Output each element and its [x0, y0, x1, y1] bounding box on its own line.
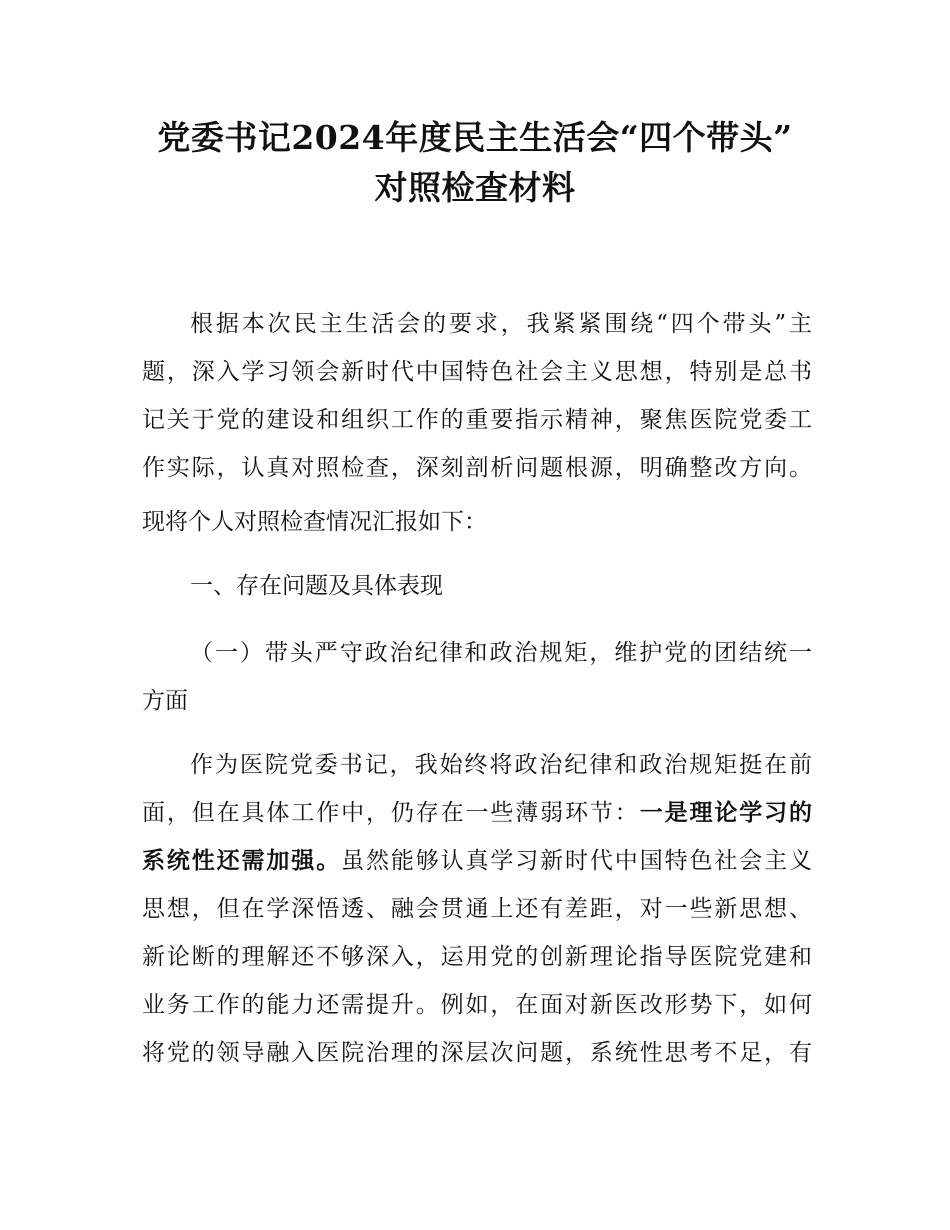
body-paragraph-line: 作为医院党委书记，我始终将政治纪律和政治规矩挺在前: [190, 752, 812, 778]
document-title-line-1: 党委书记2024年度民主生活会“四个带头”: [157, 118, 793, 157]
intro-paragraph-line: 根据本次民主生活会的要求，我紧紧围绕“四个带头”主: [190, 311, 812, 337]
body-text-bold: 系统性还需加强。: [142, 848, 342, 874]
subsection-heading-line-2: 方面: [142, 688, 188, 714]
body-paragraph-line: 思想，但在学深悟透、融会贯通上还有差距，对一些新思想、: [142, 896, 812, 922]
body-paragraph-line: 新论断的理解还不够深入，运用党的创新理论指导医院党建和: [142, 944, 812, 970]
intro-paragraph-line: 作实际，认真对照检查，深刻剖析问题根源，明确整改方向。: [142, 455, 812, 481]
intro-paragraph-line: 现将个人对照检查情况汇报如下：: [142, 509, 487, 535]
body-paragraph-line: [142, 846, 812, 876]
intro-paragraph-line: 题，深入学习领会新时代中国特色社会主义思想，特别是总书: [142, 359, 812, 385]
document-title-line-2: 对照检查材料: [374, 168, 576, 207]
intro-paragraph-line: 记关于党的建设和组织工作的重要指示精神，聚焦医院党委工: [142, 407, 812, 433]
body-text-bold: 一是理论学习的: [639, 800, 812, 826]
section-heading: 一、存在问题及具体表现: [190, 573, 443, 599]
body-paragraph-line: 将党的领导融入医院治理的深层次问题，系统性思考不足，有: [142, 1040, 812, 1066]
body-text-normal: 虽然能够认真学习新时代中国特色社会主义: [341, 848, 812, 874]
subsection-heading-line-1: （一）带头严守政治纪律和政治规矩，维护党的团结统一: [190, 640, 812, 666]
body-text-normal: 面，但在具体工作中，仍存在一些薄弱环节：: [142, 800, 640, 826]
body-paragraph-line: 业务工作的能力还需提升。例如，在面对新医改形势下，如何: [142, 992, 812, 1018]
body-paragraph-line: [142, 798, 812, 828]
